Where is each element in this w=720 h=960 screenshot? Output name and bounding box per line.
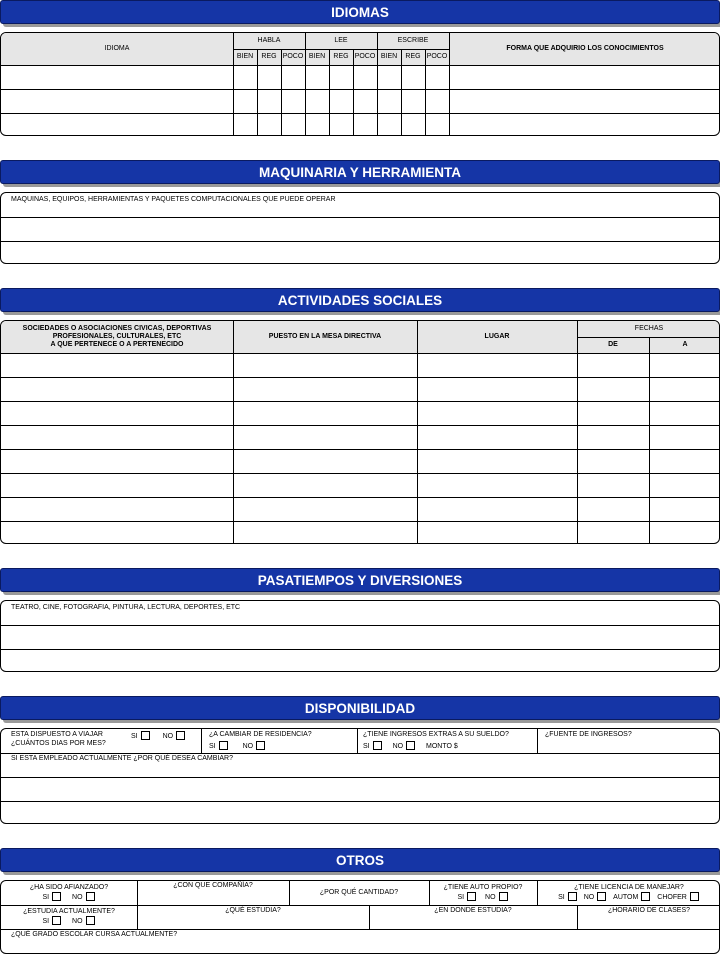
col-habla-label: HABLA <box>257 37 281 44</box>
idiomas-header <box>0 0 720 24</box>
estudia-si-checkbox[interactable] <box>52 916 61 925</box>
maquinaria-label: MAQUINAS, EQUIPOS, HERRAMIENTAS Y PAQUETES COMPUTACIONALES QUE PUEDE OPERAR <box>11 196 336 203</box>
pasatiempos-table <box>0 600 720 672</box>
habla-poco <box>281 49 305 65</box>
col-de-header <box>577 337 649 353</box>
lee-poco <box>353 49 377 65</box>
col-sociedades-line2: PROFESIONALES, CULTURALES, ETC <box>52 333 182 340</box>
ingresos-no-checkbox[interactable] <box>406 741 415 750</box>
lee-bien <box>305 49 329 65</box>
viajar-si-label: SI <box>131 732 138 740</box>
escribe-bien <box>377 49 401 65</box>
cambiar-label: SI ESTA EMPLEADO ACTUALMENTE ¿POR QUÉ DESEA CAMBIAR? <box>11 755 233 762</box>
escribe-poco-label: POCO <box>426 53 448 60</box>
col-sociedades-header <box>1 321 233 353</box>
col-a-header <box>649 337 720 353</box>
disponibilidad-header <box>0 696 720 720</box>
licencia-chofer-checkbox[interactable] <box>690 892 699 901</box>
monto-label: MONTO $ <box>426 742 458 750</box>
maquinaria-table <box>0 192 720 264</box>
cantidad-label: ¿POR QUÉ CANTIDAD? <box>319 889 399 896</box>
col-idioma-header <box>1 33 233 65</box>
viajar-no-checkbox[interactable] <box>176 731 185 740</box>
estudia-no-label: NO <box>72 917 83 925</box>
viajar-si-checkbox[interactable] <box>141 731 150 740</box>
licencia-si-checkbox[interactable] <box>568 892 577 901</box>
habla-reg <box>257 49 281 65</box>
col-puesto-label: PUESTO EN LA MESA DIRECTIVA <box>268 333 382 340</box>
ingresos-options <box>363 741 458 751</box>
col-lee-label: LEE <box>334 37 348 44</box>
escribe-reg <box>401 49 425 65</box>
ingresos-no-label: NO <box>392 742 404 750</box>
idiomas-title: IDIOMAS <box>331 4 389 20</box>
licencia-no-label: NO <box>583 893 595 901</box>
afianzado-no-label: NO <box>72 893 83 901</box>
idiomas-table <box>0 32 720 136</box>
estudia-no-checkbox[interactable] <box>86 916 95 925</box>
escribe-reg-label: REG <box>405 53 421 60</box>
auto-cell <box>429 881 537 905</box>
afianzado-no-checkbox[interactable] <box>86 892 95 901</box>
col-fechas-header <box>577 321 720 337</box>
licencia-si-label: SI <box>558 893 565 901</box>
pasatiempos-header <box>0 568 720 592</box>
compania-cell <box>137 881 289 905</box>
horario-label: ¿HORARIO DE CLASES? <box>607 907 691 914</box>
auto-si-label: SI <box>457 893 465 901</box>
col-lee-header <box>305 33 377 49</box>
actividades-header <box>0 288 720 312</box>
estudia-cell <box>1 905 137 929</box>
actividades-table <box>0 320 720 544</box>
habla-bien-label: BIEN <box>236 53 254 60</box>
col-habla-header <box>233 33 305 49</box>
licencia-cell <box>537 881 720 905</box>
disponibilidad-table <box>0 728 720 824</box>
otros-header <box>0 848 720 872</box>
disponibilidad-title: DISPONIBILIDAD <box>304 700 416 716</box>
licencia-no-checkbox[interactable] <box>597 892 606 901</box>
afianzado-options <box>42 892 95 902</box>
horario-cell <box>577 905 720 929</box>
ingresos-si-label: SI <box>363 742 370 750</box>
estudia-label: ¿ESTUDIA ACTUALMENTE? <box>23 908 115 915</box>
licencia-options <box>558 892 700 902</box>
otros-title: OTROS <box>335 852 384 868</box>
afianzado-si-checkbox[interactable] <box>52 892 61 901</box>
ingresos-extras-label: ¿TIENE INGRESOS EXTRAS A SU SUELDO? <box>363 731 509 738</box>
residencia-options <box>209 741 266 751</box>
col-sociedades-line3: A QUE PERTENECE O A PERTENECIDO <box>50 341 184 348</box>
auto-options <box>457 892 508 902</box>
que-estudia-label: ¿QUÉ ESTUDIA? <box>225 907 281 914</box>
col-idioma-label: IDIOMA <box>104 45 130 52</box>
grado-escolar-label: ¿QUÉ GRADO ESCOLAR CURSA ACTUALMENTE? <box>11 931 178 938</box>
col-lugar-header <box>417 321 577 353</box>
viajar-no-label: NO <box>162 732 174 740</box>
licencia-label: ¿TIENE LICENCIA DE MANEJAR? <box>574 884 684 891</box>
habla-reg-label: REG <box>261 53 277 60</box>
maquinaria-header <box>0 160 720 184</box>
viajar-label: ESTA DISPUESTO A VIAJAR <box>11 731 103 738</box>
residencia-si-checkbox[interactable] <box>219 741 228 750</box>
donde-estudia-cell <box>369 905 577 929</box>
afianzado-label: ¿HA SIDO AFIANZADO? <box>29 884 109 891</box>
col-de-label: DE <box>608 341 618 348</box>
col-escribe-label: ESCRIBE <box>397 37 429 44</box>
col-escribe-header <box>377 33 449 49</box>
escribe-poco <box>425 49 449 65</box>
col-fechas-label: FECHAS <box>634 325 664 332</box>
auto-no-checkbox[interactable] <box>499 892 508 901</box>
col-forma-label: FORMA QUE ADQUIRIO LOS CONOCIMIENTOS <box>506 45 664 52</box>
estudia-options <box>42 916 95 926</box>
col-a-label: A <box>682 341 688 348</box>
dias-por-mes-label: ¿CUÁNTOS DIAS POR MES? <box>11 740 106 747</box>
lee-reg <box>329 49 353 65</box>
auto-no-label: NO <box>485 893 496 901</box>
que-estudia-cell <box>137 905 369 929</box>
otros-table <box>0 880 720 954</box>
escribe-bien-label: BIEN <box>380 53 398 60</box>
residencia-label: ¿A CAMBIAR DE RESIDENCIA? <box>209 731 312 738</box>
afianzado-si-label: SI <box>42 893 50 901</box>
residencia-si-label: SI <box>209 742 216 750</box>
licencia-autom-checkbox[interactable] <box>641 892 650 901</box>
ingresos-si-checkbox[interactable] <box>373 741 382 750</box>
donde-estudia-label: ¿EN DONDE ESTUDIA? <box>434 907 512 914</box>
compania-label: ¿CON QUE COMPAÑÍA? <box>173 882 253 889</box>
cantidad-cell <box>289 881 429 905</box>
fuente-ingresos-label: ¿FUENTE DE INGRESOS? <box>545 731 632 738</box>
col-forma-header <box>449 33 720 65</box>
residencia-no-label: NO <box>242 742 254 750</box>
col-puesto-header <box>233 321 417 353</box>
habla-poco-label: POCO <box>282 53 304 60</box>
licencia-chofer-label: CHOFER <box>657 893 687 901</box>
lee-poco-label: POCO <box>354 53 376 60</box>
col-sociedades-line1: SOCIEDADES O ASOCIACIONES CIVICAS, DEPORTIVAS <box>22 325 212 332</box>
licencia-autom-label: AUTOM <box>613 893 639 901</box>
pasatiempos-label: TEATRO, CINE, FOTOGRAFIA, PINTURA, LECTURA, DEPORTES, ETC <box>11 604 241 611</box>
lee-reg-label: REG <box>333 53 349 60</box>
col-lugar-label: LUGAR <box>484 333 510 340</box>
habla-bien <box>233 49 257 65</box>
viajar-options <box>131 731 186 741</box>
pasatiempos-title: PASATIEMPOS Y DIVERSIONES <box>257 572 463 588</box>
maquinaria-title: MAQUINARIA Y HERRAMIENTA <box>258 164 461 180</box>
afianzado-cell <box>1 881 137 905</box>
estudia-si-label: SI <box>42 917 50 925</box>
auto-label: ¿TIENE AUTO PROPIO? <box>443 884 523 891</box>
actividades-title: ACTIVIDADES SOCIALES <box>277 292 443 308</box>
lee-bien-label: BIEN <box>308 53 326 60</box>
residencia-no-checkbox[interactable] <box>256 741 265 750</box>
auto-si-checkbox[interactable] <box>467 892 476 901</box>
